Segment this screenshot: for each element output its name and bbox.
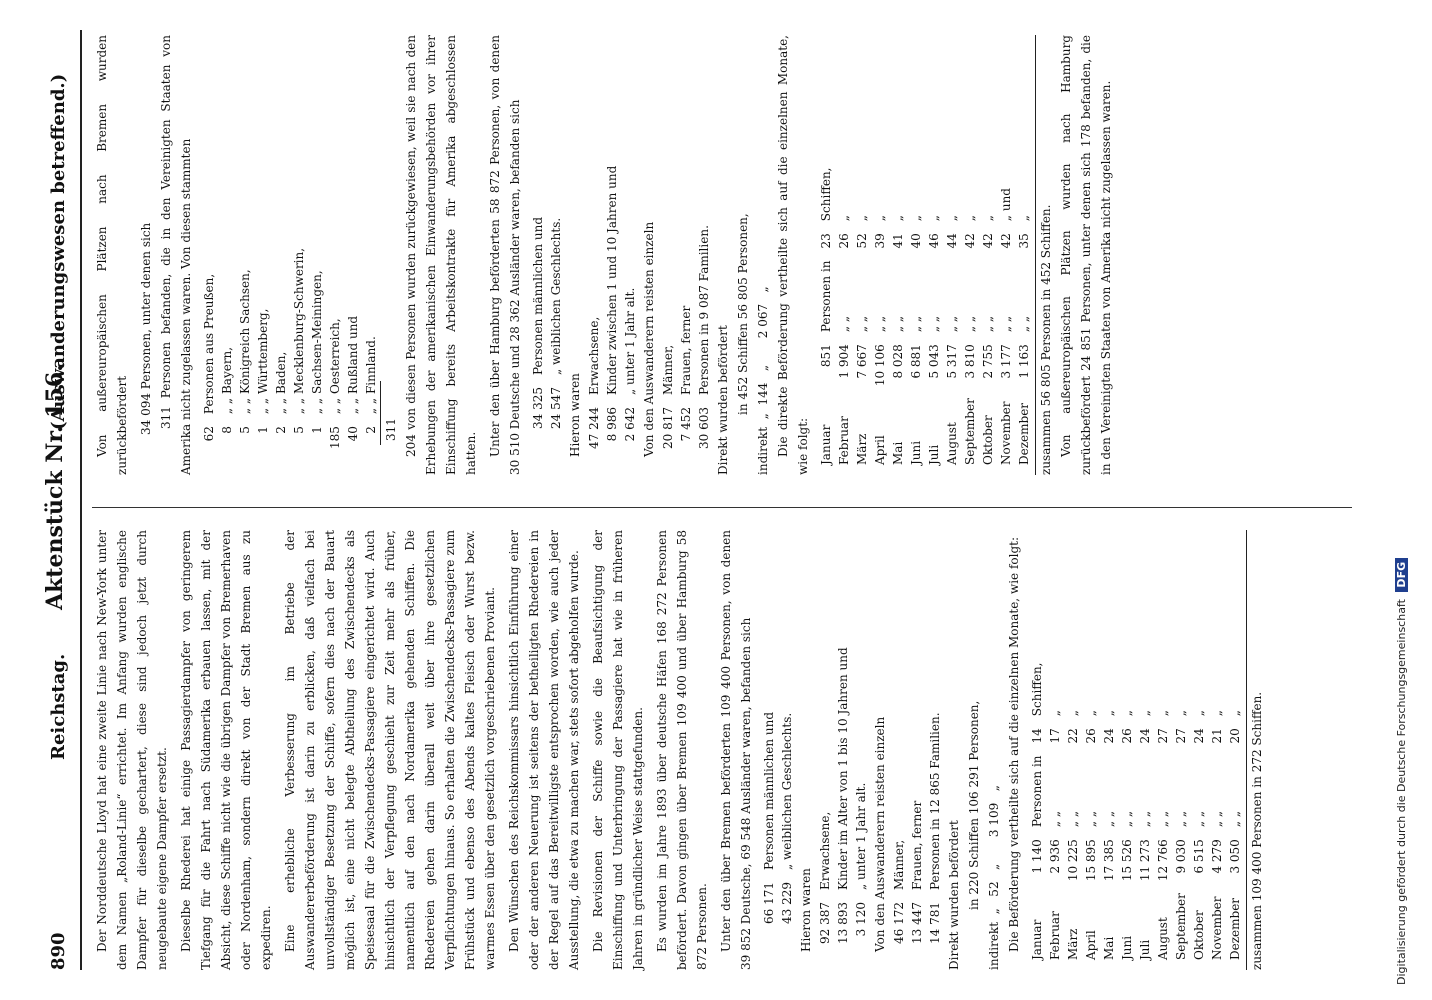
- table-cell: 40: [346, 426, 360, 442]
- table-cell: 6 515: [1192, 839, 1206, 874]
- single-table: [659, 219, 713, 455]
- paragraph: 311 Personen befanden, die in den Vereinigten Staaten von Amerika nicht zugelassen waren. Von diesen stammten: [159, 35, 193, 475]
- table-cell: August: [1156, 917, 1170, 960]
- table-cell: Kinder zwischen 1 und 10 Jahren und: [605, 165, 619, 395]
- table-row: [659, 219, 677, 455]
- table-cell: „: [855, 214, 869, 222]
- table-row: [1118, 657, 1136, 967]
- table-cell: 5 317: [945, 344, 959, 379]
- table-row: [925, 162, 943, 472]
- table-row: [834, 641, 852, 950]
- table-cell: „ „ Finnland.: [364, 336, 378, 415]
- table-row: [272, 242, 290, 455]
- table-cell: Männer,: [661, 344, 675, 395]
- table-row: [254, 242, 272, 455]
- table-cell: 27: [1156, 728, 1170, 744]
- table-cell: 2: [274, 426, 288, 434]
- table-cell: „ „: [963, 315, 977, 333]
- header-center-title: Aktenstück Nr. 156.: [42, 364, 68, 610]
- table-cell: „ „ Rußland und: [346, 315, 360, 415]
- paragraph: Die Revisionen der Schiffe sowie die Beaufsichtigung der Einschiffung und Unterbringung der Passagiere hat wie in früheren Jahren in gründlicher Weise stattgefunden.: [591, 530, 645, 970]
- table-cell: „ weiblichen Geschlechts.: [549, 217, 563, 375]
- table-cell: 10 225: [1066, 839, 1080, 882]
- table-cell: Dezember: [1017, 402, 1031, 465]
- label: Hieron waren: [568, 373, 582, 457]
- table-cell: 1 140: [1030, 839, 1044, 874]
- table-row: [677, 219, 695, 455]
- table-cell: September: [963, 398, 977, 465]
- table-row: [852, 641, 870, 950]
- credit-text: Digitalisierung gefördert durch die Deutsche Forschungsgemeinschaft: [1395, 599, 1408, 985]
- table-cell: 44: [945, 233, 959, 249]
- table-row: [961, 162, 979, 472]
- table-cell: 22: [1066, 728, 1080, 744]
- label: Direkt wurden befördert: [947, 820, 961, 970]
- paragraph: Unter den über Hamburg beförderten 58 872 Personen, von denen 30 510 Deutsche und 28 362 Ausländer waren, befanden sich: [488, 35, 522, 475]
- origin-total: 311: [380, 381, 401, 445]
- table-cell: Personen männlichen und: [531, 216, 545, 375]
- table-row: [908, 706, 926, 950]
- paragraph: 204 von diesen Personen wurden zurückgewiesen, weil sie nach den Erhebungen der amerikanischen Einwanderungsbehörden vor ihrer Einschiffung bereits Arbeitskontrakte für Amerika abgeschlossen hatten.: [404, 35, 478, 475]
- paragraph: Die Beförderung vertheilte sich auf die einzelnen Monate, wie folgt:: [1007, 536, 1021, 952]
- table-cell: 8 028: [891, 344, 905, 379]
- table-cell: 17 385: [1102, 839, 1116, 882]
- table-cell: 1: [310, 426, 324, 434]
- table-cell: 41: [891, 233, 905, 249]
- table-cell: 47 244: [587, 407, 601, 449]
- paragraph: Von außereuropäischen Plätzen wurden nach Hamburg zurückbefördert 24 851 Personen, unter denen sich 178 befanden, die in den Vereinigten Staaten von Amerika nicht zugelassen waren.: [1059, 35, 1113, 475]
- table-cell: „: [963, 214, 977, 222]
- table-cell: Personen männlichen und: [762, 711, 776, 870]
- table-cell: 23: [819, 233, 833, 249]
- table-cell: „ „ Bayern,: [220, 346, 234, 415]
- table-cell: „ und: [999, 188, 1013, 222]
- label: Von den Auswanderern reisten einzeln: [873, 716, 887, 952]
- table-cell: „ „: [1084, 810, 1098, 828]
- table-cell: 2: [364, 426, 378, 434]
- table-cell: Februar: [1048, 911, 1062, 960]
- table-row: [529, 211, 547, 435]
- table-cell: „ „: [927, 315, 941, 333]
- table-cell: 20: [1228, 728, 1242, 744]
- table-cell: „: [1120, 709, 1134, 717]
- table-cell: 2 755: [981, 344, 995, 379]
- table-cell: 24: [1192, 728, 1206, 744]
- table-cell: 66 171: [762, 882, 776, 924]
- table-cell: „: [1138, 709, 1152, 717]
- table-cell: Mai: [891, 441, 905, 465]
- table-cell: „ „ Oesterreich,: [328, 318, 342, 415]
- table-cell: 14 781: [928, 902, 942, 944]
- indirect-line: indirekt „ 144 „ 2 067 „: [756, 286, 770, 475]
- table-cell: 1: [256, 426, 270, 434]
- table-cell: 92 387: [818, 902, 832, 944]
- table-row: [943, 162, 961, 472]
- table-cell: 9 030: [1174, 839, 1188, 874]
- direct-line: in 452 Schiffen 56 805 Personen,: [736, 213, 750, 415]
- table-row: [1100, 657, 1118, 967]
- table-cell: „: [1084, 709, 1098, 717]
- table-cell: „: [1048, 709, 1062, 717]
- page-header: [40, 30, 82, 970]
- return-line: 34 094 Personen, unter denen sich: [139, 222, 153, 435]
- header-left-title: Reichstag.: [48, 653, 69, 760]
- table-cell: 42: [981, 233, 995, 249]
- table-cell: „ „: [1156, 810, 1170, 828]
- table-cell: „ „: [1138, 810, 1152, 828]
- table-row: [871, 162, 889, 472]
- table-cell: „ weiblichen Geschlechts.: [780, 712, 794, 870]
- table-cell: Juli: [1138, 939, 1152, 960]
- table-cell: „: [873, 214, 887, 222]
- table-cell: März: [1066, 928, 1080, 960]
- table-cell: „ „: [945, 315, 959, 333]
- table-cell: 10 106: [873, 344, 887, 387]
- table-cell: „: [1192, 709, 1206, 717]
- table-cell: Juli: [927, 444, 941, 465]
- table-cell: 24: [1138, 728, 1152, 744]
- table-row: [1028, 657, 1046, 967]
- table-cell: 4 279: [1210, 839, 1224, 874]
- table-cell: „ „ Württemberg,: [256, 308, 270, 415]
- monthly-table: [1028, 657, 1244, 967]
- table-cell: November: [999, 401, 1013, 465]
- table-cell: 42: [963, 233, 977, 249]
- paragraph: Dieselbe Rhederei hat einige Passagierdampfer von geringerem Tiefgang für die Fahrt nach Südamerika erbauen lassen, mit der Absicht, diese Schiffe nicht wie die übrigen Dampfer von Bremerhaven oder Nordenham, sondern direkt von der Stadt Bremen aus zu expediren.: [179, 530, 273, 970]
- table-row: [853, 162, 871, 472]
- table-cell: „ „: [1048, 810, 1062, 828]
- table-row: [308, 242, 326, 455]
- table-row: [890, 706, 908, 950]
- table-cell: April: [1084, 930, 1098, 960]
- direct-line: in 220 Schiffen 106 291 Personen,: [967, 700, 981, 910]
- table-cell: Februar: [837, 416, 851, 465]
- paragraph: Die direkte Beförderung vertheilte sich auf die einzelnen Monate, wie folgt:: [776, 35, 810, 475]
- table-cell: 43 229: [780, 882, 794, 924]
- table-cell: Oktober: [1192, 910, 1206, 960]
- table-row: [344, 242, 362, 455]
- table-cell: Juni: [909, 440, 923, 465]
- table-cell: „: [945, 214, 959, 222]
- table-cell: 46 172: [892, 902, 906, 944]
- table-cell: „ „: [1192, 810, 1206, 828]
- table-row: [1046, 657, 1064, 967]
- table-cell: 40: [909, 233, 923, 249]
- table-cell: Dezember: [1228, 897, 1242, 960]
- left-column: [92, 530, 1267, 970]
- table-cell: „ „: [891, 315, 905, 333]
- table-cell: „: [1210, 709, 1224, 717]
- right-column: [92, 35, 1120, 475]
- table-cell: 35: [1017, 233, 1031, 249]
- table-cell: 12 766: [1156, 839, 1170, 882]
- table-row: [979, 162, 997, 472]
- table-row: [1172, 657, 1190, 967]
- table-cell: „ „ Mecklenburg-Schwerin,: [292, 247, 306, 415]
- paragraph: Es wurden im Jahre 1893 über deutsche Häfen 168 272 Personen befördert. Davon gingen über Bremen 109 400 und über Hamburg 58 872 Personen.: [655, 530, 709, 970]
- table-cell: „ „: [981, 315, 995, 333]
- table-cell: „ „: [837, 315, 851, 333]
- table-cell: Kinder im Alter von 1 bis 10 Jahren und: [836, 647, 850, 890]
- table-cell: „: [1174, 709, 1188, 717]
- table-row: [1190, 657, 1208, 967]
- table-cell: „ „: [1017, 315, 1031, 333]
- table-row: [1208, 657, 1226, 967]
- label: Von den Auswanderern reisten einzeln: [642, 221, 656, 457]
- table-row: [326, 242, 344, 455]
- table-cell: „ „: [1102, 810, 1116, 828]
- table-row: [585, 160, 603, 455]
- table-cell: September: [1174, 893, 1188, 960]
- table-cell: 8: [220, 426, 234, 434]
- table-cell: 20 817: [661, 407, 675, 449]
- table-row: [1064, 657, 1082, 967]
- single-table: [890, 706, 944, 950]
- table-row: [926, 706, 944, 950]
- table-cell: 15 895: [1084, 839, 1098, 882]
- table-cell: Januar: [1030, 919, 1044, 960]
- table-row: [218, 242, 236, 455]
- table-cell: „ „: [1228, 810, 1242, 828]
- table-row: [817, 162, 835, 472]
- sex-table: [760, 706, 796, 930]
- table-row: [997, 162, 1015, 472]
- table-cell: 26: [837, 233, 851, 249]
- table-cell: Personen aus Preußen,: [202, 273, 216, 415]
- table-cell: November: [1210, 896, 1224, 960]
- table-cell: „: [1066, 709, 1080, 717]
- table-cell: „ „: [909, 315, 923, 333]
- monthly-table: [817, 162, 1033, 472]
- table-cell: 13 447: [910, 902, 924, 944]
- sex-table: [529, 211, 565, 435]
- table-row: [1154, 657, 1172, 967]
- origin-table: [200, 242, 380, 455]
- table-cell: 17: [1048, 728, 1062, 744]
- table-row: [695, 219, 713, 455]
- table-cell: 30 603: [697, 407, 711, 449]
- table-cell: „: [1156, 709, 1170, 717]
- table-cell: „: [1228, 709, 1242, 717]
- table-row: [816, 641, 834, 950]
- table-cell: 8 986: [605, 407, 619, 442]
- table-cell: Personen in: [1030, 755, 1044, 828]
- table-row: [1015, 162, 1033, 472]
- table-cell: Frauen, ferner: [910, 800, 924, 890]
- total-line: zusammen 56 805 Personen in 452 Schiffen.: [1035, 35, 1056, 475]
- table-cell: „ „: [999, 315, 1013, 333]
- header-right-title: (Auswanderungswesen betreffend.): [48, 73, 69, 430]
- table-cell: 5: [238, 426, 252, 434]
- table-cell: 2 642: [623, 407, 637, 442]
- table-cell: „: [891, 214, 905, 222]
- digitization-credit: [1395, 558, 1408, 985]
- table-row: [907, 162, 925, 472]
- table-cell: 5: [292, 426, 306, 434]
- table-cell: August: [945, 422, 959, 465]
- table-cell: Schiffen,: [1030, 662, 1044, 717]
- table-cell: 851: [819, 344, 833, 368]
- table-row: [1226, 657, 1244, 967]
- table-cell: 1 904: [837, 344, 851, 379]
- table-cell: „: [927, 214, 941, 222]
- table-cell: „ „: [1120, 810, 1134, 828]
- table-cell: „: [1017, 214, 1031, 222]
- table-cell: 24 547: [549, 387, 563, 429]
- table-cell: „ unter 1 Jahr alt.: [854, 782, 868, 890]
- table-cell: 42: [999, 233, 1013, 249]
- table-row: [760, 706, 778, 930]
- table-cell: Erwachsene,: [587, 316, 601, 395]
- table-row: [778, 706, 796, 930]
- label: Hieron waren: [799, 868, 813, 952]
- table-cell: 7 667: [855, 344, 869, 379]
- page-number: 890: [48, 932, 69, 970]
- table-cell: 11 273: [1138, 839, 1152, 882]
- table-row: [621, 160, 639, 455]
- paragraph: Der Norddeutsche Lloyd hat eine zweite Linie nach New-York unter dem Namen „Roland-Linie“ errichtet. Im Anfang wurden englische Dampfer für dieselbe gechartert, diese sind jedoch jetzt durch neugebaute eigene Dampfer ersetzt.: [95, 530, 169, 970]
- table-cell: „ unter 1 Jahr alt.: [623, 287, 637, 395]
- column-divider: [92, 507, 1352, 508]
- table-cell: „ „ Baden,: [274, 351, 288, 415]
- table-cell: 46: [927, 233, 941, 249]
- table-cell: 26: [1120, 728, 1134, 744]
- table-cell: 3 810: [963, 344, 977, 379]
- table-cell: Männer,: [892, 839, 906, 890]
- paragraph: Den Wünschen des Reichskommissars hinsichtlich Einführung einer oder der anderen Neuerung ist seitens der betheiligten Rhedereien in der Regel auf das Bereitwilligste entsprochen worden, wie auch jeder Ausstellung, die etwa zu machen war, stets sofort abgeholfen wurde.: [507, 530, 581, 970]
- table-cell: 6 881: [909, 344, 923, 379]
- table-cell: Juni: [1120, 935, 1134, 960]
- table-cell: 15 526: [1120, 839, 1134, 882]
- table-cell: 27: [1174, 728, 1188, 744]
- table-cell: März: [855, 433, 869, 465]
- table-cell: 26: [1084, 728, 1098, 744]
- table-cell: April: [873, 435, 887, 465]
- table-cell: Erwachsene,: [818, 811, 832, 890]
- table-cell: Mai: [1102, 936, 1116, 960]
- table-row: [547, 211, 565, 435]
- table-cell: 14: [1030, 728, 1044, 744]
- table-row: [835, 162, 853, 472]
- table-cell: 39: [873, 233, 887, 249]
- total-line: zusammen 109 400 Personen in 272 Schiffen.: [1246, 530, 1267, 970]
- table-cell: „ „ Königreich Sachsen,: [238, 269, 252, 415]
- table-cell: Oktober: [981, 415, 995, 465]
- table-cell: „ „: [1066, 810, 1080, 828]
- table-cell: „ „ Sachsen-Meiningen,: [310, 270, 324, 415]
- table-cell: 3 177: [999, 344, 1013, 379]
- table-cell: 1 163: [1017, 344, 1031, 379]
- table-cell: „: [981, 214, 995, 222]
- table-cell: Personen in: [819, 260, 833, 333]
- table-cell: Januar: [819, 424, 833, 465]
- table-cell: „ „: [873, 315, 887, 333]
- table-row: [236, 242, 254, 455]
- table-cell: 21: [1210, 728, 1224, 744]
- table-cell: „: [1102, 709, 1116, 717]
- paragraph: Eine erhebliche Verbesserung im Betriebe der Auswandererbeförderung ist darin zu erblicken, daß vielfach bei unvollständiger Besetzung der Schiffe, sofern dies nach der Bauart möglich ist, eine nicht belegte Abtheilung des Zwischendecks als Speisesaal für die Zwischendecks-Passagiere eingerichtet wird. Auch hinsichtlich der Verpflegung geschieht zur Zeit mehr als früher, namentlich auf den nach Nordamerika gehenden Schiffen. Die Rhedereien gehen darin überall weit über ihre gesetzlichen Verpflichtungen hinaus. So erhalten die Zwischendecks-Passagiere zum Frühstück und ebenso des Abends kaltes Fleisch oder Wurst bezw. warmes Essen über den gesetzlich vorgeschriebenen Proviant.: [283, 530, 497, 970]
- paragraph: Unter den über Bremen beförderten 109 400 Personen, von denen 39 852 Deutsche, 69 548 Ausländer waren, befanden sich: [719, 530, 753, 970]
- table-cell: „ „: [855, 315, 869, 333]
- table-row: [200, 242, 218, 455]
- table-cell: Personen in 9 087 Familien.: [697, 225, 711, 395]
- table-cell: 24: [1102, 728, 1116, 744]
- table-cell: 62: [202, 426, 216, 442]
- table-cell: 34 325: [531, 387, 545, 429]
- table-cell: Schiffen,: [819, 167, 833, 222]
- table-cell: „: [837, 214, 851, 222]
- table-row: [889, 162, 907, 472]
- table-cell: Personen in 12 865 Familien.: [928, 712, 942, 890]
- paragraph: Von außereuropäischen Plätzen nach Bremen wurden zurückbefördert: [95, 35, 129, 475]
- table-cell: 185: [328, 426, 342, 449]
- table-cell: „ „: [1210, 810, 1224, 828]
- table-row: [362, 242, 380, 455]
- table-cell: 3 120: [854, 902, 868, 937]
- indirect-line: indirekt „ 52 „ 3 109 „: [987, 785, 1001, 970]
- table-cell: 13 893: [836, 902, 850, 944]
- age-table: [816, 641, 870, 950]
- table-cell: 7 452: [679, 407, 693, 442]
- table-row: [1136, 657, 1154, 967]
- age-table: [585, 160, 639, 455]
- table-row: [290, 242, 308, 455]
- table-cell: „: [909, 214, 923, 222]
- table-cell: 2 936: [1048, 839, 1062, 874]
- dfg-logo: DFG: [1395, 558, 1408, 592]
- table-cell: „ „: [1174, 810, 1188, 828]
- table-cell: Frauen, ferner: [679, 305, 693, 395]
- table-row: [603, 160, 621, 455]
- table-cell: 52: [855, 233, 869, 249]
- table-row: [1082, 657, 1100, 967]
- label: Direkt wurden befördert: [716, 325, 730, 475]
- table-cell: 3 050: [1228, 839, 1242, 874]
- table-cell: 5 043: [927, 344, 941, 379]
